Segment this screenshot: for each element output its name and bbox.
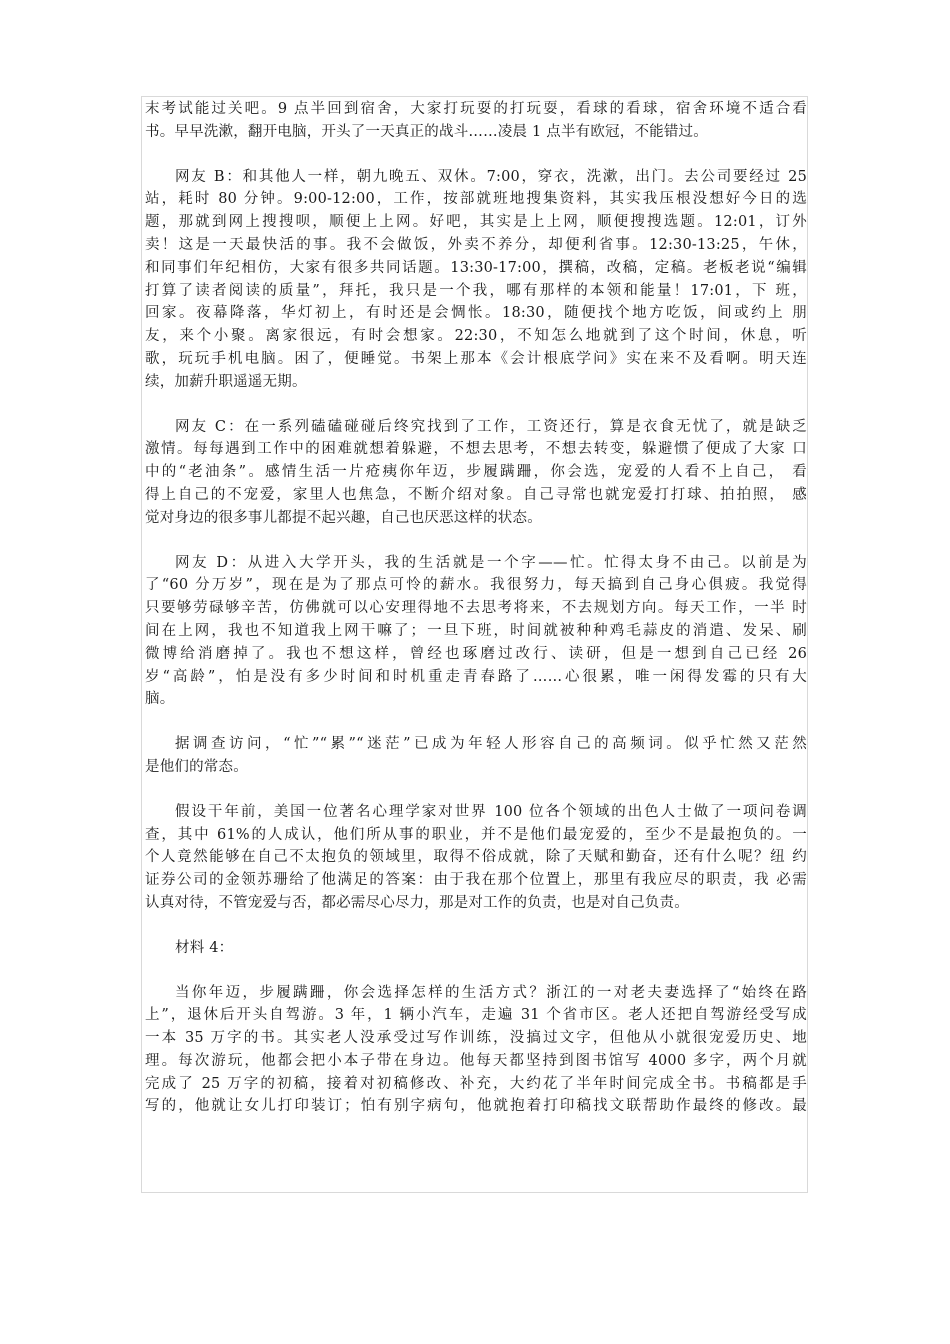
paragraph-p8 xyxy=(145,982,807,1119)
paragraph-p6 xyxy=(145,801,807,915)
text-line: 当你年迈，步履蹒跚，你会选择怎样的生活方式？浙江的一对老夫妻选择了“始终在路 xyxy=(175,984,807,1001)
text-line: 微博给消磨掉了。我也不想这样，曾经也琢磨过改行、读研，但是一想到自己已经 26 xyxy=(145,645,807,662)
paragraph-p1 xyxy=(145,98,807,144)
text-line: 得上自己的不宠爱，家里人也焦急，不断介绍对象。自己寻常也就宠爱打打球、拍拍照， 感 xyxy=(145,486,807,503)
document-body xyxy=(145,98,807,1118)
text-line: 中的“老油条”。感情生活一片疮痍你年迈，步履蹒跚，你会选，宠爱的人看不上自己， 看 xyxy=(145,464,807,481)
text-line: 友，来个小聚。离家很远，有时会想家。22:30，不知怎么地就到了这个时间，休息，听 xyxy=(145,328,807,345)
text-line: 个人竟然能够在自己不太抱负的领域里，取得不俗成就，除了天赋和勤奋，还有什么呢？纽 约 xyxy=(145,849,807,866)
paragraph-p3 xyxy=(145,416,807,530)
text-line: 岁“高龄”，怕是没有多少时间和时机重走青春路了……心很累，唯一闲得发霉的只有大 xyxy=(145,668,807,685)
text-line: 激情。每每遇到工作中的困难就想着躲避，不想去思考，不想去转变，躲避惯了便成了大家 口 xyxy=(145,441,807,458)
text-line: 了“60 分万岁”，现在是为了那点可怜的薪水。我很努力，每天搞到自己身心俱疲。我觉得 xyxy=(145,577,807,594)
text-line: 网友 C：在一系列磕磕碰碰后终究找到了工作，工资还行，算是衣食无忧了，就是缺乏 xyxy=(175,418,807,435)
text-line: 假设干年前，美国一位著名心理学家对世界 100 位各个领域的出色人士做了一项问卷调 xyxy=(175,803,807,820)
text-line: 一本 35 万字的书。其实老人没承受过写作训练，没搞过文字，但他从小就很宠爱历史、地 xyxy=(145,1030,807,1047)
text-line: 歌，玩玩手机电脑。困了，便睡觉。书架上那本《会计根底学问》实在来不及看啊。明天连 xyxy=(145,350,807,367)
text-line: 回家。夜幕降落，华灯初上，有时还是会惆怅。18:30，随便找个地方吃饭，间或约上 朋 xyxy=(145,305,807,322)
text-line: 书。早早洗漱，翻开电脑，开头了一天真正的战斗……凌晨 1 点半有欧冠，不能错过。 xyxy=(145,123,708,140)
text-line: 是他们的常态。 xyxy=(145,758,248,775)
text-line: 理。每次游玩，他都会把小本子带在身边。他每天都坚持到图书馆写 4000 多字，两个月就 xyxy=(145,1052,807,1069)
text-line: 觉对身边的很多事儿都提不起兴趣，自己也厌恶这样的状态。 xyxy=(145,509,542,526)
text-line: 材料 4： xyxy=(175,939,234,956)
text-line: 续，加薪升职遥遥无期。 xyxy=(145,373,307,390)
paragraph-p5 xyxy=(145,733,807,779)
paragraph-p4 xyxy=(145,552,807,712)
text-line: 上”，退休后开头自驾游。3 年，1 辆小汽车，走遍 31 个省市区。老人还把自驾游经受写成 xyxy=(145,1007,807,1024)
text-line: 脑。 xyxy=(145,691,175,708)
text-line: 查，其中 61%的人成认，他们所从事的职业，并不是他们最宠爱的，至少不是最抱负的。一 xyxy=(145,826,807,843)
text-line: 认真对待，不管宠爱与否，都必需尽心尽力，那是对工作的负责，也是对自己负责。 xyxy=(145,894,689,911)
text-line: 打算了读者阅读的质量”，拜托，我只是一个我，哪有那样的本领和能量！17:01，下 班， xyxy=(145,282,807,299)
text-line: 写的，他就让女儿打印装订；怕有别字病句，他就抱着打印稿找文联帮助作最终的修改。最 xyxy=(145,1098,807,1115)
text-line: 完成了 25 万字的初稿，接着对初稿修改、补充，大约花了半年时间完成全书。书稿都是手 xyxy=(145,1075,807,1092)
text-line: 和同事们年纪相仿，大家有很多共同话题。13:30-17:00，撰稿，改稿，定稿。老板老说“编辑 xyxy=(145,259,807,276)
text-line: 题，那就到网上搜搜呗，顺便上上网。好吧，其实是上上网，顺便搜搜选题。12:01，订外 xyxy=(145,214,807,231)
text-line: 网友 B：和其他人一样，朝九晚五、双休。7:00，穿衣，洗漱，出门。去公司要经过 25 xyxy=(175,168,807,185)
text-line: 只要够劳碌够辛苦，仿佛就可以心安理得地不去思考将来，不去规划方向。每天工作，一半 时 xyxy=(145,600,807,617)
text-line: 网友 D：从进入大学开头，我的生活就是一个字——忙。忙得太身不由己。以前是为 xyxy=(175,554,807,571)
text-line: 末考试能过关吧。9 点半回到宿舍，大家打玩耍的打玩耍，看球的看球，宿舍环境不适合看 xyxy=(145,101,807,117)
paragraph-p2 xyxy=(145,166,807,394)
text-line: 间在上网，我也不知道我上网干嘛了；一旦下班，时间就被种种鸡毛蒜皮的消遣、发呆、刷 xyxy=(145,622,807,639)
text-line: 证券公司的金领苏珊给了他满足的答案：由于我在那个位置上，那里有我应尽的职责，我 必需 xyxy=(145,872,807,889)
paragraph-p7 xyxy=(145,937,807,960)
text-line: 卖！这是一天最快活的事。我不会做饭，外卖不养分，却便利省事。12:30-13:25，午休， xyxy=(145,236,807,253)
text-line: 据调查访问，“忙”“累”“迷茫”已成为年轻人形容自己的高频词。似乎忙然又茫然 xyxy=(175,736,807,753)
text-line: 站，耗时 80 分钟。9:00-12:00，工作，按部就班地搜集资料，其实我压根没想好今日的选 xyxy=(145,191,807,208)
